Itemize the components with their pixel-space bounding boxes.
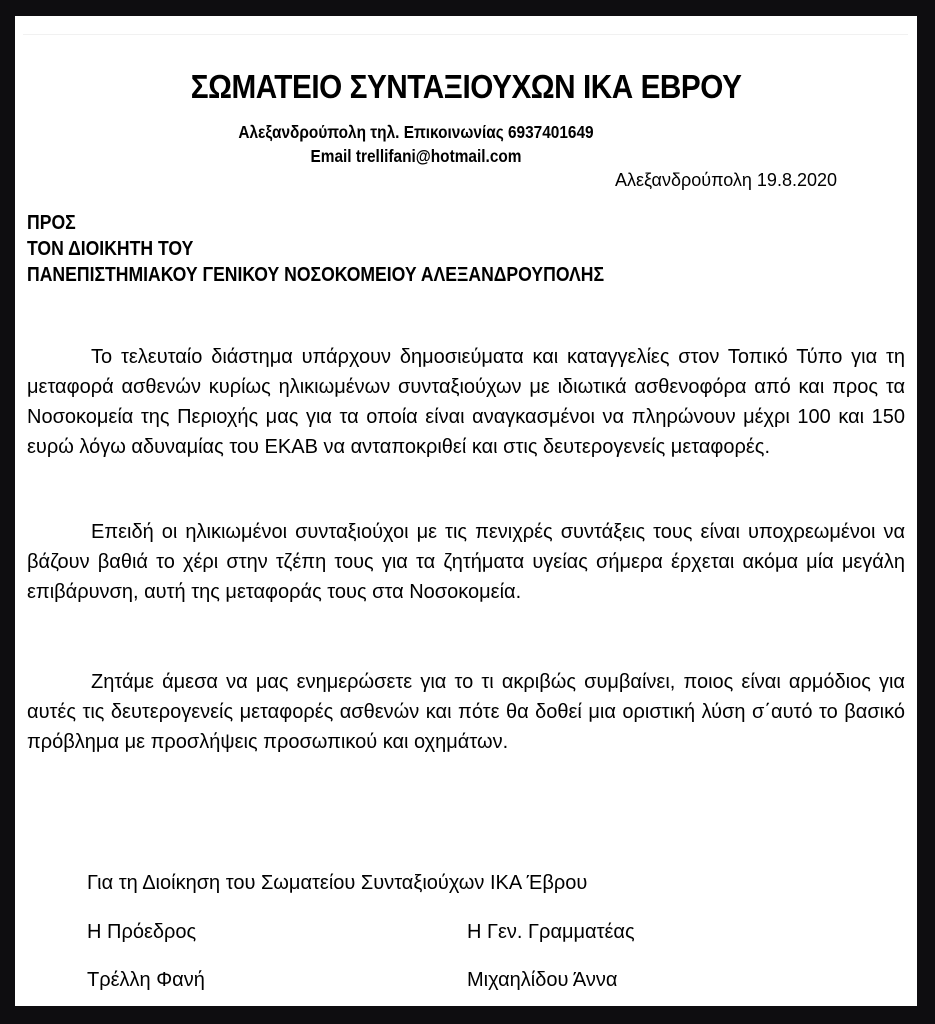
top-margin-band [23,18,908,35]
contact-phone-line: Αλεξανδρούπολη τηλ. Επικοινωνίας 6937401649 [238,122,594,142]
recipient-line: ΤΟΝ ΔΙΟΙΚΗΤΗ ΤΟΥ [27,238,194,260]
recipient-line: ΠΑΝΕΠΙΣΤΗΜΙΑΚΟΥ ΓΕΝΙΚΟΥ ΝΟΣΟΚΟΜΕΙΟΥ ΑΛΕΞΑΝΔΡΟΥΠΟΛΗΣ [27,264,605,286]
signature-secretary-name: Μιχαηλίδου Άννα [467,969,618,991]
letterhead-title: ΣΩΜΑΤΕΙΟ ΣΥΝΤΑΞΙΟΥΧΩΝ ΙΚΑ ΕΒΡΟΥ [190,68,742,105]
signature-secretary-role: Η Γεν. Γραμματέας [467,921,635,943]
letter-page [15,16,917,1006]
signature-president-name: Τρέλλη Φανή [87,969,205,991]
letter-date: Αλεξανδρούπολη 19.8.2020 [614,170,837,190]
body-paragraph: Το τελευταίο διάστημα υπάρχουν δημοσιεύματα και καταγγελίες στον Τοπικό Τύπο για τη μεταφορά ασθενών κυρίως ηλικιωμένων συνταξιούχων με ιδιωτικά ασθενοφόρα από και προς τα Νοσοκομεία της Περιοχής μας για τα οποία είναι αναγκασμένοι να πληρώνουν μέχρι 100 και 150 ευρώ λόγω αδυναμίας του ΕΚΑΒ να ανταποκριθεί και στις δευτερογενείς μεταφορές. [27,346,905,458]
signature-organization-line: Για τη Διοίκηση του Σωματείου Συνταξιούχων ΙΚΑ Έβρου [87,872,588,894]
recipient-line: ΠΡΟΣ [27,212,76,234]
body-paragraph: Επειδή οι ηλικιωμένοι συνταξιούχοι με τις πενιχρές συντάξεις τους είναι υποχρεωμένοι να βάζουν βαθιά το χέρι στην τζέπη τους για τα ζητήματα υγείας σήμερα έρχεται ακόμα μία μεγάλη επιβάρυνση, αυτή της μεταφοράς τους στα Νοσοκομεία. [27,521,905,603]
body-paragraph: Ζητάμε άμεσα να μας ενημερώσετε για το τι ακριβώς συμβαίνει, ποιος είναι αρμόδιος για αυτές τις δευτερογενείς μεταφορές ασθενών και πότε θα δοθεί μια οριστική λύση σ΄αυτό το βασικό πρόβλημα με προσλήψεις προσωπικού και οχημάτων. [27,671,905,753]
signature-president-role: Η Πρόεδρος [87,921,197,943]
contact-email-line: Email trellifani@hotmail.com [310,146,522,166]
